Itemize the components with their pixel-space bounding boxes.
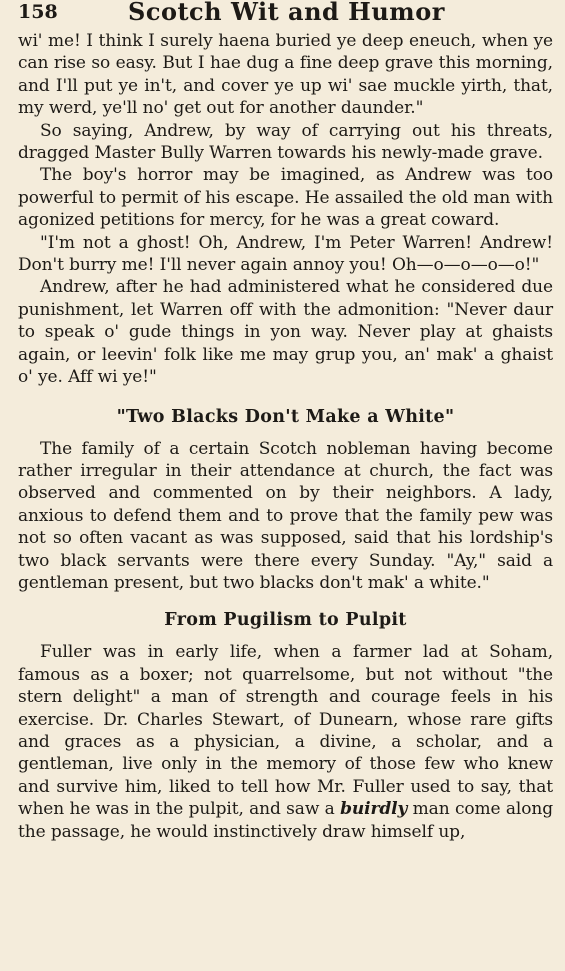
paragraph-text: man come along the passage, he would instinctively draw himself up, (18, 799, 553, 842)
section-heading: "Two Blacks Don't Make a White" (116, 406, 455, 427)
paragraph: The family of a certain Scotch nobleman having become rather irregular in their attendance at church, the fact was observed and commented on by their neighbors. A lady, anxious to defend them and to prove that the family pew was not so often vacant as was supposed, said that his lordship's two black servants were there every Sunday. "Ay," said a gentleman present, but two blacks don't mak' a white." (18, 438, 553, 593)
running-title: Scotch Wit and Humor (128, 0, 445, 26)
paragraph (18, 641, 553, 843)
paragraph: Andrew, after he had administered what he considered due punishment, let Warren off with the admonition: "Never daur to speak o' gude things in yon way. Never play at ghaists again, or leevin' folk like me may grup you, an' mak' a ghaist o' ye. Aff wi ye!" (18, 277, 553, 388)
italic-word: buirdly (340, 799, 408, 820)
paragraph: wi' me! I think I surely haena buried ye deep eneuch, when ye can rise so easy. But I hae dug a fine deep grave this morning, and I'll put ye in't, and cover ye up wi' sae muckle yirth, that, my werd, ye'll no' get out for another daunder." (18, 31, 553, 119)
paragraph: The boy's horror may be imagined, as Andrew was too powerful to permit of his escape. He assailed the old man with agonized petitions for mercy, for he was a great coward. (18, 165, 553, 231)
section-heading: From Pugilism to Pulpit (164, 610, 407, 631)
paragraph: "I'm not a ghost! Oh, Andrew, I'm Peter Warren! Andrew! Don't burry me! I'll never again annoy you! Oh—o—o—o—o!" (18, 232, 553, 276)
page-header (18, 0, 553, 30)
paragraph: So saying, Andrew, by way of carrying out his threats, dragged Master Bully Warren towards his newly-made grave. (18, 120, 553, 164)
page-number: 158 (18, 1, 58, 23)
page-body (18, 30, 553, 843)
paragraph-text: Fuller was in early life, when a farmer lad at Soham, famous as a boxer; not quarrelsome, but not without "the stern delight" a man of strength and courage feels in his exercise. Dr. Charles Stewart, of Dunearn, whose rare gifts and graces as a physician, a divine, a scholar, and a gentleman, live only in the memory of those few who knew and survive him, liked to tell how Mr. Fuller used to say, that when he was in the pulpit, and saw a (18, 642, 553, 820)
